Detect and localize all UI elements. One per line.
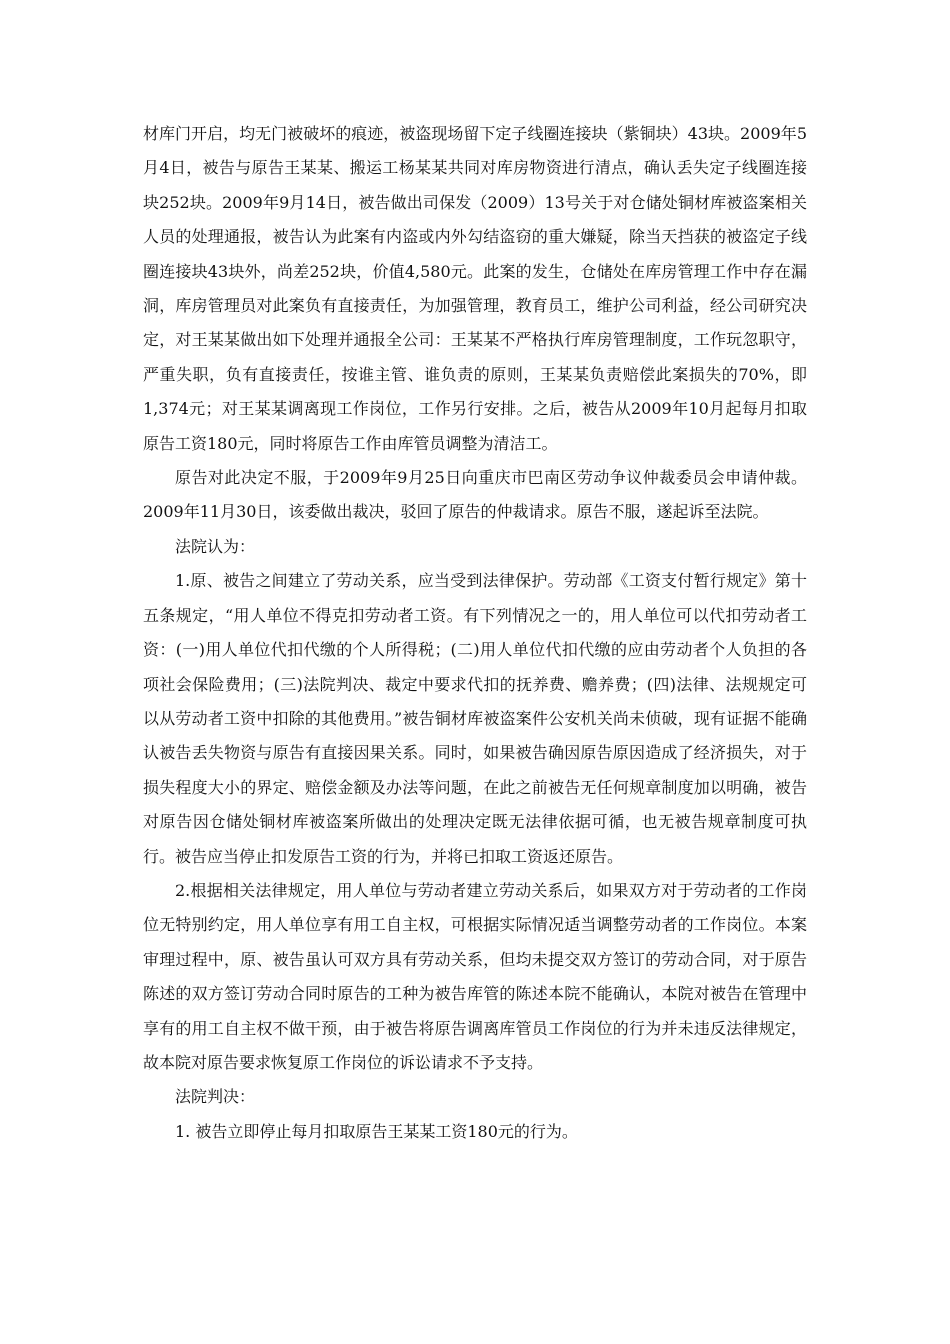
document-body bbox=[143, 117, 807, 1149]
paragraph-judgment-1: 1. 被告立即停止每月扣取原告王某某工资180元的行为。 bbox=[175, 1121, 578, 1141]
paragraph-case-facts: 材库门开启，均无门被破坏的痕迹，被盗现场留下定子线圈连接块（紫铜块）43块。2009年5月4日，被告与原告王某某、搬运工杨某某共同对库房物资进行清点，确认丢失定子线圈连接块252块。2009年9月14日，被告做出司保发（2009）13号关于对仓储处铜材库被盗案相关人员的处理通报，被告认为此案有内盗或内外勾结盗窃的重大嫌疑，除当天挡获的被盗定子线圈连接块43块外，尚差252块，价值4,580元。此案的发生，仓储处在库房管理工作中存在漏洞，库房管理员对此案负有直接责任，为加强管理，教育员工，维护公司利益，经公司研究决定，对王某某做出如下处理并通报全公司：王某某不严格执行库房管理制度，工作玩忽职守，严重失职，负有直接责任，按谁主管、谁负责的原则，王某某负责赔偿此案损失的70%，即1,374元；对王某某调离现工作岗位，工作另行安排。之后，被告从2009年10月起每月扣取原告工资180元，同时将原告工作由库管员调整为清洁工。 bbox=[143, 124, 807, 453]
paragraph-arbitration: 原告对此决定不服，于2009年9月25日向重庆市巴南区劳动争议仲裁委员会申请仲裁。2009年11月30日，该委做出裁决，驳回了原告的仲裁请求。原告不服，遂起诉至法院。 bbox=[143, 468, 807, 522]
paragraph-opinion-1: 1.原、被告之间建立了劳动关系，应当受到法律保护。劳动部《工资支付暂行规定》第十五条规定，“用人单位不得克扣劳动者工资。有下列情况之一的，用人单位可以代扣劳动者工资：(一)用人单位代扣代缴的个人所得税；(二)用人单位代扣代缴的应由劳动者个人负担的各项社会保险费用；(三)法院判决、裁定中要求代扣的抚养费、赡养费；(四)法律、法规规定可以从劳动者工资中扣除的其他费用。”被告铜材库被盗案件公安机关尚未侦破，现有证据不能确认被告丢失物资与原告有直接因果关系。同时，如果被告确因原告原因造成了经济损失，对于损失程度大小的界定、赔偿金额及办法等问题，在此之前被告无任何规章制度加以明确，被告对原告因仓储处铜材库被盗案所做出的处理决定既无法律依据可循，也无被告规章制度可执行。被告应当停止扣发原告工资的行为，并将已扣取工资返还原告。 bbox=[143, 571, 807, 866]
heading-court-opinion: 法院认为： bbox=[175, 536, 256, 556]
heading-court-judgment: 法院判决： bbox=[175, 1087, 256, 1107]
paragraph-opinion-2: 2.根据相关法律规定，用人单位与劳动者建立劳动关系后，如果双方对于劳动者的工作岗位无特别约定，用人单位享有用工自主权，可根据实际情况适当调整劳动者的工作岗位。本案审理过程中，原、被告虽认可双方具有劳动关系，但均未提交双方签订的劳动合同，对于原告陈述的双方签订劳动合同时原告的工种为被告库管的陈述本院不能确认，本院对被告在管理中享有的用工自主权不做干预，由于被告将原告调离库管员工作岗位的行为并未违反法律规定，故本院对原告要求恢复原工作岗位的诉讼请求不予支持。 bbox=[143, 880, 807, 1072]
